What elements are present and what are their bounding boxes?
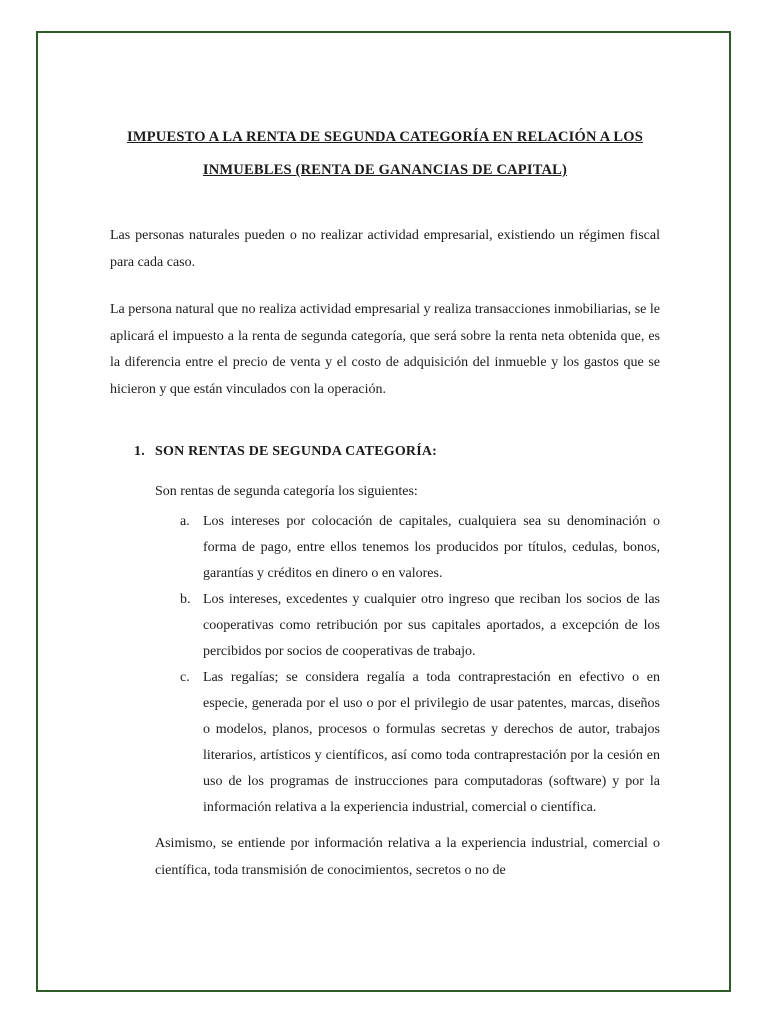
list-item-b [180,587,660,665]
document-title: IMPUESTO A LA RENTA DE SEGUNDA CATEGORÍA EN RELACIÓN A LOS INMUEBLES (RENTA DE GANANCIAS DE CAPITAL) [127,129,643,178]
page-border-frame [36,31,731,992]
paragraph-1: Las personas naturales pueden o no realizar actividad empresarial, existiendo un régimen fiscal para cada caso. [110,228,660,270]
closing-paragraph: Asimismo, se entiende por información relativa a la experiencia industrial, comercial o científica, toda transmisión de conocimientos, secretos o no de [155,836,660,878]
list-item-c [180,665,660,821]
list-item-a [180,509,660,587]
document-content [110,121,660,884]
section-intro: Son rentas de segunda categoría los siguientes: [155,484,418,499]
ordered-list [180,509,660,821]
section-number: 1. [134,444,145,459]
list-item-text: Los intereses por colocación de capitales, cualquiera sea su denominación o forma de pago, entre ellos tenemos los producidos por títulos, cedulas, bonos, garantías y créditos en dinero o en valores. [203,514,660,581]
paragraph-2: La persona natural que no realiza actividad empresarial y realiza transacciones inmobiliarias, se le aplicará el impuesto a la renta de segunda categoría, que será sobre la renta neta obtenida que, es la diferencia entre el precio de venta y el costo de adquisición del inmueble y los gastos que se hicieron y que están vinculados con la operación. [110,302,660,397]
list-item-label: a. [180,514,190,529]
section-title: SON RENTAS DE SEGUNDA CATEGORÍA: [155,444,438,459]
section-heading [134,439,660,465]
list-item-text: Las regalías; se considera regalía a toda contraprestación en efectivo o en especie, generada por el uso o por el privilegio de usar patentes, marcas, diseños o modelos, planos, procesos o formulas secretas y derechos de autor, trabajos literarios, artísticos y científicos, así como toda contraprestación por la cesión en uso de los programas de instrucciones para computadoras (software) y por la información relativa a la experiencia industrial, comercial o científica. [203,670,660,815]
list-item-label: c. [180,670,190,685]
list-item-text: Los intereses, excedentes y cualquier otro ingreso que reciban los socios de las cooperativas como retribución por sus capitales aportados, a excepción de los percibidos por socios de cooperativas de trabajo. [203,592,660,659]
list-item-label: b. [180,592,191,607]
